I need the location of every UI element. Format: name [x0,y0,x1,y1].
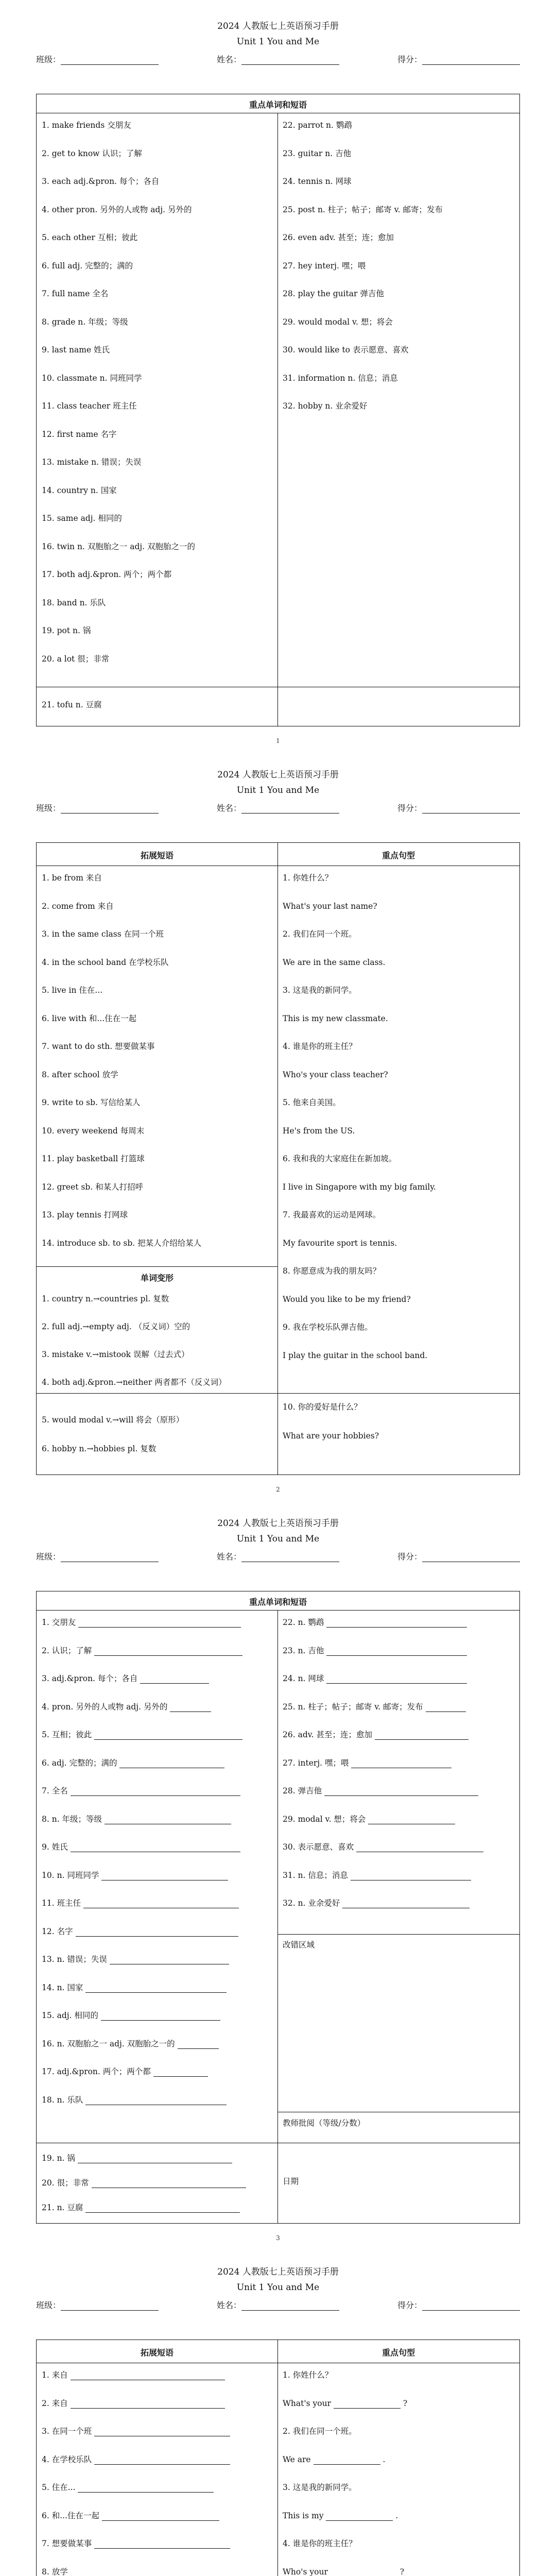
name-field-label: 姓名： [216,803,241,813]
answer-blank [105,1816,231,1824]
vocab-item: 10. classmate n. 同班同学 [42,373,142,383]
class-field-blank [61,2302,159,2311]
phrase-quiz-item: 5. 住在... [42,2482,214,2493]
page-number: 1 [276,737,280,744]
vocab-quiz-item: 29. modal v. 想；将会 [283,1814,455,1824]
vocab-quiz-item: 10. n. 同班同学 [42,1870,228,1880]
page-content [36,769,520,1453]
section-heading: 重点句型 [381,851,415,860]
score-field [397,55,520,65]
answer-blank [351,1872,471,1880]
unit-title: Unit 1 You and Me [236,2282,320,2293]
student-info [36,2300,520,2311]
class-field [36,803,159,814]
vocab-quiz-item: 25. n. 柱子；帖子；邮寄 v. 邮寄；发布 [283,1702,466,1712]
answer-blank [83,1900,239,1908]
teacher-label: 教师批阅（等级/分数） [283,2119,366,2128]
section-heading: 拓展短语 [140,851,173,860]
answer-blank [94,2456,230,2465]
vocab-quiz-item: 32. n. 业余爱好 [283,1898,470,1908]
sentence-quiz-item: 4. 谁是你的班主任？ [283,2539,357,2548]
sentence-quiz-item: This is my . [283,2511,398,2520]
vocab-quiz-item: 26. adv. 甚至；连；愈加 [283,1730,468,1740]
answer-blank [94,1732,242,1740]
column-divider [277,113,278,726]
answer-blank [334,2400,401,2409]
sentence-item: What are your hobbies? [283,1431,379,1440]
vocab-item: 2. get to know 认识；了解 [42,148,142,158]
sentence-item: We are in the same class. [283,957,386,967]
class-field-label: 班级： [36,1552,61,1562]
answer-blank [324,1788,478,1796]
vocab-quiz-item: 31. n. 信息；消息 [283,1870,471,1880]
vocab-item: 28. play the guitar 弹吉他 [283,289,384,298]
sentence-item: 7. 我最喜欢的运动是网球。 [283,1210,381,1219]
sentence-item: 9. 我在学校乐队弹吉他。 [283,1323,373,1332]
sentence-quiz-item: 1. 你姓什么？ [283,2370,333,2380]
phrase-quiz-item: 4. 在学校乐队 [42,2454,230,2465]
page-content [36,1518,520,2212]
vocab-quiz-item: 6. adj. 完整的；满的 [42,1758,224,1768]
answer-blank [71,2569,225,2576]
sentence-item: 1. 你姓什么？ [283,873,333,883]
phrase-quiz-item: 8. 放学 [42,2567,225,2576]
divider [37,1393,519,1394]
phrase-quiz-item: 7. 想要做某事 [42,2538,230,2549]
vocab-item: 32. hobby n. 业余爱好 [283,401,368,411]
answer-blank [153,2069,208,2077]
answer-blank [356,1844,483,1852]
vocab-item: 8. grade n. 年级；等级 [42,317,128,327]
column-divider [277,843,278,1475]
vocab-quiz-item: 8. n. 年级；等级 [42,1814,231,1824]
score-field-blank [422,56,520,65]
sentence-quiz-item: What's your ? [283,2398,408,2408]
answer-blank [110,1956,229,1964]
change-item: 4. both adj.&pron.→neither 两者都不（反义词） [42,1378,227,1387]
vocab-item: 7. full name 全名 [42,289,109,298]
phrase-item: 6. live with 和...住在一起 [42,1013,137,1023]
answer-blank [71,1844,240,1852]
page-2 [0,749,556,1497]
vocab-item: 12. first name 名字 [42,429,117,439]
answer-blank [94,2428,230,2436]
class-field [36,1552,159,1562]
vocab-item: 22. parrot n. 鹦鹉 [283,121,352,130]
phrase-table [36,842,520,1475]
change-item: 6. hobby n.→hobbies pl. 复数 [42,1444,157,1453]
date-label: 日期 [283,2177,299,2186]
sentence-item: My favourite sport is tennis. [283,1238,397,1248]
vocab-quiz-item: 1. 交朋友 [42,1617,241,1628]
name-field-blank [241,805,339,814]
phrase-item: 3. in the same class 在同一个班 [42,929,164,939]
page-1 [0,0,556,749]
vocab-quiz-item: 24. n. 网球 [283,1673,467,1684]
vocab-quiz-item: 21. n. 豆腐 [42,2202,240,2213]
phrase-item: 4. in the school band 在学校乐队 [42,957,169,967]
vocab-quiz-item: 16. n. 双胞胎之一 adj. 双胞胎之一的 [42,2039,219,2049]
name-field-blank [241,1553,339,1562]
class-field-label: 班级： [36,2300,61,2310]
sentence-item: I live in Singapore with my big family. [283,1182,436,1192]
answer-blank [342,1900,470,1908]
unit-title: Unit 1 You and Me [236,37,320,47]
answer-blank [92,2180,246,2188]
divider [37,1266,277,1267]
answer-blank [326,1648,467,1656]
unit-title: Unit 1 You and Me [236,785,320,795]
vocab-item: 4. other pron. 另外的人或物 adj. 另外的 [42,205,192,214]
answer-blank [331,2569,397,2576]
score-field-blank [422,2302,520,2311]
name-field [217,1552,339,1562]
change-item: 3. mistake v.→mistook 误解（过去式） [42,1350,189,1359]
divider [277,1934,519,1935]
answer-blank [426,1704,466,1712]
answer-blank [85,2097,227,2105]
class-field-label: 班级： [36,803,61,813]
answer-blank [140,1675,209,1684]
answer-blank [351,1760,451,1768]
vocab-item: 20. a lot 很；非常 [42,654,110,664]
vocab-item: 26. even adv. 甚至；连；愈加 [283,233,394,242]
sentence-item: 3. 这是我的新同学。 [283,986,357,995]
class-field [36,2300,159,2311]
page-number: 3 [276,2234,280,2242]
phrase-item: 9. write to sb. 写信给某人 [42,1098,141,1107]
page-title: 2024 人教版七上英语预习手册 [217,21,339,31]
sentence-item: What's your last name? [283,901,377,911]
answer-blank [170,1704,211,1712]
vocab-item: 24. tennis n. 网球 [283,177,352,186]
phrase-item: 11. play basketball 打篮球 [42,1154,145,1163]
class-field-label: 班级： [36,55,61,64]
answer-blank [85,1985,227,1993]
sentence-item: 10. 你的爱好是什么？ [283,1402,362,1412]
vocab-quiz-item: 3. adj.&pron. 每个；各自 [42,1673,209,1684]
vocab-quiz-item: 30. 表示愿意、喜欢 [283,1842,483,1852]
vocab-item: 14. country n. 国家 [42,485,117,495]
answer-blank [71,2372,225,2380]
vocab-table [36,94,520,726]
score-field-blank [422,1553,520,1562]
sentence-quiz-item: We are . [283,2454,386,2464]
sentence-item: He's from the US. [283,1126,355,1136]
sentence-item: This is my new classmate. [283,1013,388,1023]
section-heading: 拓展短语 [140,2348,173,2358]
vocab-item: 3. each adj.&pron. 每个；各自 [42,177,160,186]
phrase-quiz-item: 1. 来自 [42,2370,225,2380]
sentence-item: 8. 你愿意成为我的朋友吗？ [283,1266,381,1276]
vocab-item: 13. mistake n. 错误；失误 [42,457,142,467]
score-field [397,2300,520,2311]
phrase-item: 10. every weekend 每周末 [42,1126,145,1136]
score-field-label: 得分： [397,2300,422,2310]
name-field [217,2300,339,2311]
class-field-blank [61,805,159,814]
vocab-quiz-item: 28. 弹吉他 [283,1786,478,1796]
phrase-quiz-item: 2. 来自 [42,2398,225,2409]
class-field-blank [61,56,159,65]
answer-blank [71,1788,240,1796]
answer-blank [314,2456,380,2465]
class-field-blank [61,1553,159,1562]
unit-title: Unit 1 You and Me [236,1534,320,1544]
answer-blank [101,1872,228,1880]
score-field-label: 得分： [397,1552,422,1562]
answer-blank [326,1619,467,1628]
vocab-item: 25. post n. 柱子；帖子；邮寄 v. 邮寄；发布 [283,205,443,214]
sentence-item: Would you like to be my friend? [283,1294,411,1304]
answer-blank [102,2513,219,2521]
vocab-item: 11. class teacher 班主任 [42,401,137,411]
score-field-label: 得分： [397,803,422,813]
sentence-quiz-item: Who's your ? [283,2567,405,2576]
change-item: 1. country n.→countries pl. 复数 [42,1294,169,1303]
vocab-item: 27. hey interj. 嘿；喂 [283,261,366,270]
vocab-item: 30. would like to 表示愿意、喜欢 [283,345,409,354]
phrase-quiz-item: 6. 和...住在一起 [42,2511,219,2521]
answer-blank [85,2205,240,2213]
answer-blank [178,2041,219,2049]
sentence-item: I play the guitar in the school band. [283,1350,428,1360]
vocab-quiz-item: 17. adj.&pron. 两个；两个都 [42,2066,208,2077]
vocab-quiz-item: 12. 名字 [42,1926,238,1937]
corrections-label: 改错区域 [283,1940,315,1950]
sentence-item: 4. 谁是你的班主任？ [283,1042,357,1051]
name-field-blank [241,56,339,65]
phrase-item: 13. play tennis 打网球 [42,1210,128,1219]
vocab-quiz-item: 11. 班主任 [42,1898,239,1908]
vocab-item: 31. information n. 信息；消息 [283,373,398,383]
vocab-quiz-item: 15. adj. 相同的 [42,2010,220,2021]
score-field [397,803,520,814]
phrase-item: 5. live in 住在... [42,986,103,995]
student-info [36,55,520,65]
answer-blank [78,2155,232,2163]
phrase-item: 1. be from 来自 [42,873,102,883]
score-field-label: 得分： [397,55,422,64]
answer-blank [326,2513,393,2521]
column-divider [277,2340,278,2576]
name-field-label: 姓名： [216,55,241,64]
answer-blank [94,1648,242,1656]
page-title: 2024 人教版七上英语预习手册 [217,2267,339,2277]
score-field-blank [422,805,520,814]
page-title: 2024 人教版七上英语预习手册 [217,1518,339,1529]
vocab-quiz-item: 14. n. 国家 [42,1982,227,1993]
phrase-item: 14. introduce sb. to sb. 把某人介绍给某人 [42,1238,202,1248]
vocab-quiz-item: 22. n. 鹦鹉 [283,1617,467,1628]
section-heading: 重点句型 [381,2348,415,2358]
score-field [397,1552,520,1562]
sentence-item: 5. 他来自美国。 [283,1098,341,1107]
vocab-item: 18. band n. 乐队 [42,598,106,607]
phrase-quiz-table [36,2340,520,2576]
vocab-item: 19. pot n. 锅 [42,626,91,635]
page-4 [0,2246,556,2576]
sentence-item: 2. 我们在同一个班。 [283,929,357,939]
answer-blank [101,2012,220,2021]
vocab-quiz-item: 7. 全名 [42,1786,240,1796]
page-number: 2 [276,1486,280,1493]
vocab-quiz-item: 2. 认识；了解 [42,1646,242,1656]
name-field-label: 姓名： [216,1552,241,1562]
phrase-quiz-item: 3. 在同一个班 [42,2426,230,2436]
vocab-item: 21. tofu n. 豆腐 [42,700,102,709]
vocab-quiz-item: 19. n. 锅 [42,2153,232,2163]
vocab-quiz-item: 5. 互相；彼此 [42,1730,242,1740]
vocab-item: 29. would modal v. 想；将会 [283,317,393,327]
page-title: 2024 人教版七上英语预习手册 [217,770,339,780]
change-item: 2. full adj.→empty adj. （反义词）空的 [42,1322,190,1331]
vocab-quiz-item: 23. n. 吉他 [283,1646,467,1656]
vocab-quiz-item: 27. interj. 嘿；喂 [283,1758,451,1768]
vocab-item: 1. make friends 交朋友 [42,121,131,130]
vocab-item: 23. guitar n. 吉他 [283,148,352,158]
section-heading: 重点单词和短语 [249,1597,307,1607]
section-heading: 单词变形 [140,1273,173,1283]
sentence-quiz-item: 2. 我们在同一个班。 [283,2427,357,2436]
answer-blank [119,1760,224,1768]
vocab-item: 16. twin n. 双胞胎之一 adj. 双胞胎之一的 [42,541,196,551]
column-divider [277,1610,278,2223]
change-item: 5. would modal v.→will 将会（原形） [42,1415,184,1425]
phrase-item: 2. come from 来自 [42,901,114,911]
answer-blank [326,1675,467,1684]
name-field [217,55,339,65]
sentence-item: Who's your class teacher? [283,1070,388,1079]
page-content [36,2266,520,2576]
answer-blank [78,2484,214,2493]
name-field [217,803,339,814]
answer-blank [368,1816,455,1824]
answer-blank [76,1928,238,1937]
vocab-quiz-item: 13. n. 错误；失误 [42,1954,229,1964]
student-info [36,803,520,814]
vocab-quiz-table [36,1591,520,2224]
divider [37,1610,519,1611]
phrase-item: 7. want to do sth. 想要做某事 [42,1042,155,1051]
phrase-item: 8. after school 放学 [42,1070,118,1079]
sentence-quiz-item: 3. 这是我的新同学。 [283,2483,357,2492]
student-info [36,1552,520,1562]
answer-blank [71,2400,225,2409]
sentence-item: 6. 我和我的大家庭住在新加坡。 [283,1154,397,1163]
section-heading: 重点单词和短语 [249,100,307,110]
vocab-item: 17. both adj.&pron. 两个；两个都 [42,570,172,579]
name-field-label: 姓名： [216,2300,241,2310]
vocab-item: 6. full adj. 完整的；满的 [42,261,133,270]
vocab-quiz-item: 18. n. 乐队 [42,2095,227,2105]
vocab-quiz-item: 9. 姓氏 [42,1842,240,1852]
vocab-item: 15. same adj. 相同的 [42,514,122,523]
vocab-quiz-item: 20. 很；非常 [42,2178,246,2188]
answer-blank [78,1619,241,1628]
vocab-item: 9. last name 姓氏 [42,345,110,354]
class-field [36,55,159,65]
name-field-blank [241,2302,339,2311]
answer-blank [375,1732,468,1740]
phrase-item: 12. greet sb. 和某人打招呼 [42,1182,144,1192]
vocab-item: 5. each other 互相；彼此 [42,233,138,242]
vocab-quiz-item: 4. pron. 另外的人或物 adj. 另外的 [42,1702,211,1712]
page-3 [0,1497,556,2246]
answer-blank [94,2540,230,2549]
page-content [36,21,520,709]
